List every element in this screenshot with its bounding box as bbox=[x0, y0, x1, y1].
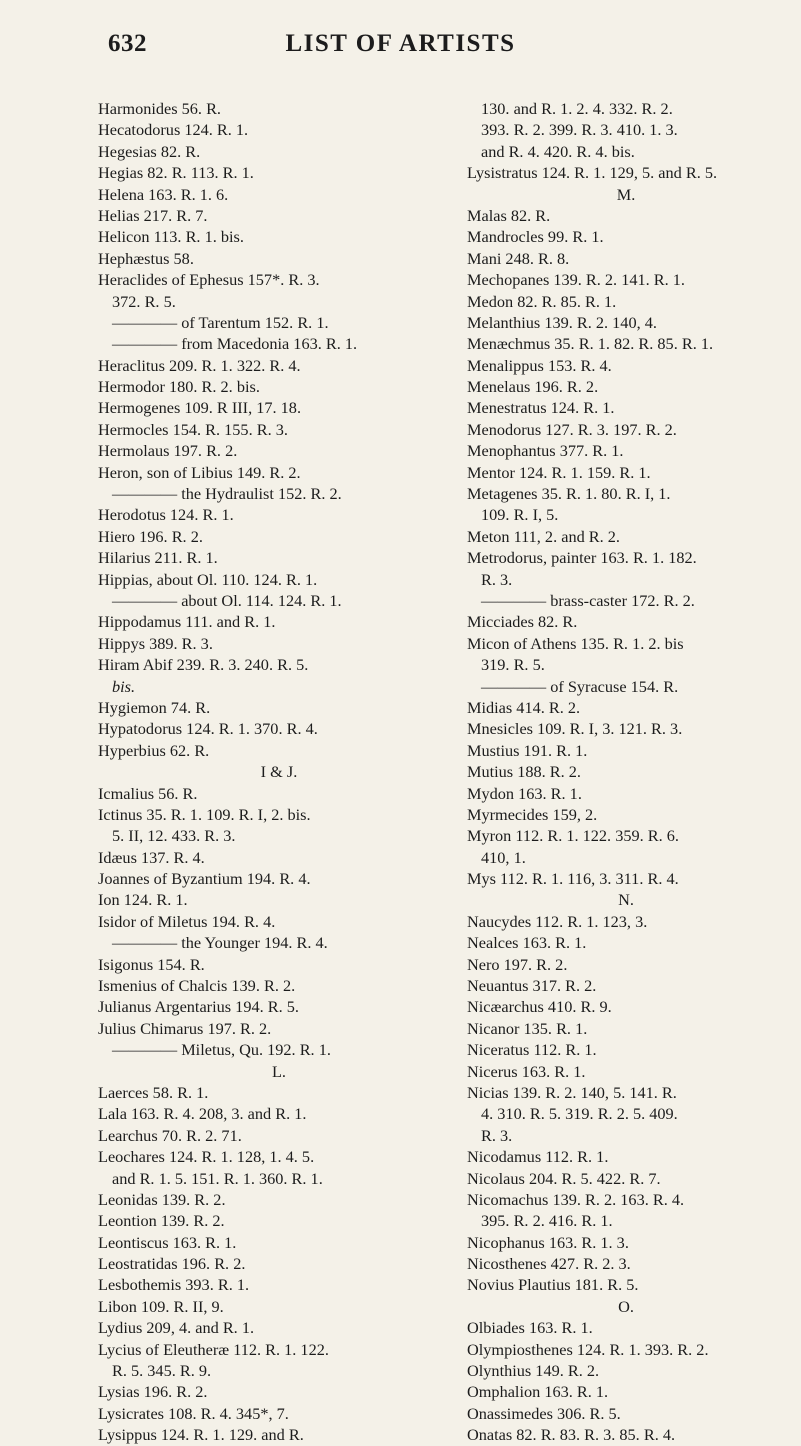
artist-entry: Lysistratus 124. R. 1. 129, 5. and R. 5. bbox=[467, 163, 718, 183]
artist-entry: Naucydes 112. R. 1. 123, 3. bbox=[467, 911, 648, 931]
artist-entry: Hippias, about Ol. 110. 124. R. 1. bbox=[98, 569, 318, 589]
artist-entry: Hygiemon 74. R. bbox=[98, 697, 211, 717]
artist-entry: Isidor of Miletus 194. R. 4. bbox=[98, 911, 276, 931]
section-letter: I & J. bbox=[260, 762, 298, 782]
artist-entry: Nicæarchus 410. R. 9. bbox=[467, 997, 612, 1017]
artist-entry: Hermolaus 197. R. 2. bbox=[98, 441, 238, 461]
entry-subentry: ———— from Macedonia 163. R. 1. bbox=[112, 334, 358, 354]
entry-subentry: ———— of Tarentum 152. R. 1. bbox=[112, 312, 329, 332]
artist-entry: Myrmecides 159, 2. bbox=[467, 804, 598, 824]
artist-entry: Helias 217. R. 7. bbox=[98, 205, 208, 225]
entry-subentry: ———— the Younger 194. R. 4. bbox=[112, 933, 328, 953]
section-letter: N. bbox=[618, 890, 634, 910]
entry-subentry: ———— about Ol. 114. 124. R. 1. bbox=[112, 590, 342, 610]
artist-entry: Mechopanes 139. R. 2. 141. R. 1. bbox=[467, 270, 685, 290]
artist-entry: Novius Plautius 181. R. 5. bbox=[467, 1275, 639, 1295]
artist-entry: Olympiosthenes 124. R. 1. 393. R. 2. bbox=[467, 1339, 709, 1359]
artist-entry: Laerces 58. R. 1. bbox=[98, 1082, 209, 1102]
artist-entry: Hippys 389. R. 3. bbox=[98, 633, 213, 653]
artist-entry: Nealces 163. R. 1. bbox=[467, 933, 587, 953]
artist-entry: Micciades 82. R. bbox=[467, 612, 578, 632]
artist-entry: Hilarius 211. R. 1. bbox=[98, 548, 218, 568]
artist-entry: Mnesicles 109. R. I, 3. 121. R. 3. bbox=[467, 719, 683, 739]
artist-entry: Learchus 70. R. 2. 71. bbox=[98, 1125, 242, 1145]
artist-entry: Lysicrates 108. R. 4. 345*, 7. bbox=[98, 1403, 289, 1423]
artist-entry: Icmalius 56. R. bbox=[98, 783, 198, 803]
artist-entry: Lysippus 124. R. 1. 129. and R. bbox=[98, 1425, 304, 1445]
artist-entry: Meton 111, 2. and R. 2. bbox=[467, 526, 621, 546]
section-letter: O. bbox=[618, 1296, 634, 1316]
artist-entry: Hermogenes 109. R III, 17. 18. bbox=[98, 398, 302, 418]
left-column bbox=[98, 98, 460, 1446]
artist-entry: Leontiscus 163. R. 1. bbox=[98, 1232, 237, 1252]
artist-entry: Olbiades 163. R. 1. bbox=[467, 1318, 593, 1338]
page-number: 632 bbox=[108, 30, 147, 57]
artist-entry: Mustius 191. R. 1. bbox=[467, 740, 588, 760]
artist-entry: Hiero 196. R. 2. bbox=[98, 526, 203, 546]
entry-continuation: bis. bbox=[112, 676, 136, 696]
artist-entry: Lysias 196. R. 2. bbox=[98, 1382, 208, 1402]
artist-entry: Onatas 82. R. 83. R. 3. 85. R. 4. bbox=[467, 1425, 676, 1445]
artist-entry: Mentor 124. R. 1. 159. R. 1. bbox=[467, 462, 651, 482]
artist-entry: Isigonus 154. R. bbox=[98, 954, 205, 974]
artist-entry: Leostratidas 196. R. 2. bbox=[98, 1254, 246, 1274]
artist-entry: Hecatodorus 124. R. 1. bbox=[98, 120, 249, 140]
artist-entry: Nicomachus 139. R. 2. 163. R. 4. bbox=[467, 1189, 685, 1209]
entry-subentry: ———— the Hydraulist 152. R. 2. bbox=[112, 484, 342, 504]
artist-entry: Hephæstus 58. bbox=[98, 248, 194, 268]
artist-entry: Nicias 139. R. 2. 140, 5. 141. R. bbox=[467, 1082, 677, 1102]
artist-entry: Helena 163. R. 1. 6. bbox=[98, 184, 229, 204]
artist-entry: Nicolaus 204. R. 5. 422. R. 7. bbox=[467, 1168, 661, 1188]
artist-entry: Hermocles 154. R. 155. R. 3. bbox=[98, 419, 288, 439]
artist-entry: Onassimedes 306. R. 5. bbox=[467, 1403, 621, 1423]
artist-entry: Leontion 139. R. 2. bbox=[98, 1211, 225, 1231]
artist-entry: Malas 82. R. bbox=[467, 205, 551, 225]
artist-entry: Metrodorus, painter 163. R. 1. 182. bbox=[467, 548, 697, 568]
artist-entry: Nicosthenes 427. R. 2. 3. bbox=[467, 1254, 631, 1274]
running-title: LIST OF ARTISTS bbox=[285, 30, 516, 57]
artist-entry: Mutius 188. R. 2. bbox=[467, 762, 581, 782]
artist-entry: Leochares 124. R. 1. 128, 1. 4. 5. bbox=[98, 1147, 315, 1167]
entry-continuation: R. 3. bbox=[481, 569, 513, 589]
entry-continuation: 393. R. 2. 399. R. 3. 410. 1. 3. bbox=[481, 120, 678, 140]
artist-entry: Hermodor 180. R. 2. bis. bbox=[98, 377, 260, 397]
artist-entry: Hippodamus 111. and R. 1. bbox=[98, 612, 276, 632]
artist-entry: Ictinus 35. R. 1. 109. R. I, 2. bis. bbox=[98, 804, 311, 824]
artist-entry: Joannes of Byzantium 194. R. 4. bbox=[98, 869, 311, 889]
entry-continuation: 395. R. 2. 416. R. 1. bbox=[481, 1211, 613, 1231]
entry-subentry: ———— of Syracuse 154. R. bbox=[481, 676, 679, 696]
entry-continuation: 4. 310. R. 5. 319. R. 2. 5. 409. bbox=[481, 1104, 678, 1124]
entry-continuation: R. 3. bbox=[481, 1125, 513, 1145]
artist-entry: Mandrocles 99. R. 1. bbox=[467, 227, 604, 247]
entry-continuation: and R. 4. 420. R. 4. bis. bbox=[481, 141, 635, 161]
artist-entry: Herodotus 124. R. 1. bbox=[98, 505, 234, 525]
section-letter: M. bbox=[616, 184, 636, 204]
artist-entry: Hyperbius 62. R. bbox=[98, 740, 210, 760]
artist-entry: Medon 82. R. 85. R. 1. bbox=[467, 291, 617, 311]
artist-entry: Melanthius 139. R. 2. 140, 4. bbox=[467, 312, 657, 332]
artist-entry: Menestratus 124. R. 1. bbox=[467, 398, 615, 418]
section-letter: L. bbox=[271, 1061, 286, 1081]
entry-continuation: 5. II, 12. 433. R. 3. bbox=[112, 826, 236, 846]
artist-entry: Niceratus 112. R. 1. bbox=[467, 1040, 597, 1060]
artist-entry: Helicon 113. R. 1. bis. bbox=[98, 227, 244, 247]
artist-entry: Menodorus 127. R. 3. 197. R. 2. bbox=[467, 419, 677, 439]
artist-entry: Lydius 209, 4. and R. 1. bbox=[98, 1318, 255, 1338]
artist-entry: Hegesias 82. R. bbox=[98, 141, 201, 161]
artist-entry: Lala 163. R. 4. 208, 3. and R. 1. bbox=[98, 1104, 307, 1124]
artist-entry: Omphalion 163. R. 1. bbox=[467, 1382, 609, 1402]
artist-entry: Nicanor 135. R. 1. bbox=[467, 1018, 588, 1038]
artist-entry: Heraclitus 209. R. 1. 322. R. 4. bbox=[98, 355, 301, 375]
artist-entry: Midias 414. R. 2. bbox=[467, 697, 581, 717]
artist-entry: Micon of Athens 135. R. 1. 2. bis bbox=[467, 633, 684, 653]
artist-entry: Hiram Abif 239. R. 3. 240. R. 5. bbox=[98, 655, 309, 675]
artist-entry: Heron, son of Libius 149. R. 2. bbox=[98, 462, 301, 482]
artist-entry: Nicerus 163. R. 1. bbox=[467, 1061, 586, 1081]
artist-entry: Hegias 82. R. 113. R. 1. bbox=[98, 163, 254, 183]
artist-entry: Lesbothemis 393. R. 1. bbox=[98, 1275, 250, 1295]
artist-entry: Mani 248. R. 8. bbox=[467, 248, 570, 268]
artist-entry: Leonidas 139. R. 2. bbox=[98, 1189, 226, 1209]
artist-entry: Heraclides of Ephesus 157*. R. 3. bbox=[98, 270, 320, 290]
entry-continuation: 130. and R. 1. 2. 4. 332. R. 2. bbox=[481, 99, 673, 118]
entry-subentry: ———— brass-caster 172. R. 2. bbox=[481, 590, 695, 610]
artist-entry: Julius Chimarus 197. R. 2. bbox=[98, 1018, 272, 1038]
artist-entry: Harmonides 56. R. bbox=[98, 99, 221, 118]
artist-entry: Mys 112. R. 1. 116, 3. 311. R. 4. bbox=[467, 869, 679, 889]
entry-continuation: R. 5. 345. R. 9. bbox=[112, 1361, 212, 1381]
artist-entry: Nicophanus 163. R. 1. 3. bbox=[467, 1232, 629, 1252]
entry-continuation: 109. R. I, 5. bbox=[481, 505, 559, 525]
artist-entry: Menophantus 377. R. 1. bbox=[467, 441, 624, 461]
artist-entry: Nicodamus 112. R. 1. bbox=[467, 1147, 609, 1167]
artist-entry: Metagenes 35. R. 1. 80. R. I, 1. bbox=[467, 484, 671, 504]
artist-entry: Neuantus 317. R. 2. bbox=[467, 976, 597, 996]
artist-entry: Menelaus 196. R. 2. bbox=[467, 377, 599, 397]
right-column bbox=[467, 98, 785, 1446]
artist-entry: Ismenius of Chalcis 139. R. 2. bbox=[98, 976, 296, 996]
entry-continuation: 372. R. 5. bbox=[112, 291, 176, 311]
entry-subentry: ———— Miletus, Qu. 192. R. 1. bbox=[112, 1040, 331, 1060]
entry-continuation: 410, 1. bbox=[481, 847, 526, 867]
artist-entry: Ion 124. R. 1. bbox=[98, 890, 188, 910]
artist-entry: Menæchmus 35. R. 1. 82. R. 85. R. 1. bbox=[467, 334, 714, 354]
artist-entry: Olynthius 149. R. 2. bbox=[467, 1361, 600, 1381]
page-header bbox=[0, 30, 801, 70]
entry-continuation: 319. R. 5. bbox=[481, 655, 545, 675]
artist-entry: Idæus 137. R. 4. bbox=[98, 847, 205, 867]
artist-entry: Menalippus 153. R. 4. bbox=[467, 355, 612, 375]
entry-continuation: and R. 1. 5. 151. R. 1. 360. R. 1. bbox=[112, 1168, 323, 1188]
artist-entry: Mydon 163. R. 1. bbox=[467, 783, 582, 803]
artist-entry: Libon 109. R. II, 9. bbox=[98, 1296, 224, 1316]
artist-entry: Julianus Argentarius 194. R. 5. bbox=[98, 997, 299, 1017]
artist-entry: Lycius of Eleutheræ 112. R. 1. 122. bbox=[98, 1339, 329, 1359]
artist-entry: Hypatodorus 124. R. 1. 370. R. 4. bbox=[98, 719, 318, 739]
artist-entry: Nero 197. R. 2. bbox=[467, 954, 568, 974]
artist-entry: Myron 112. R. 1. 122. 359. R. 6. bbox=[467, 826, 679, 846]
